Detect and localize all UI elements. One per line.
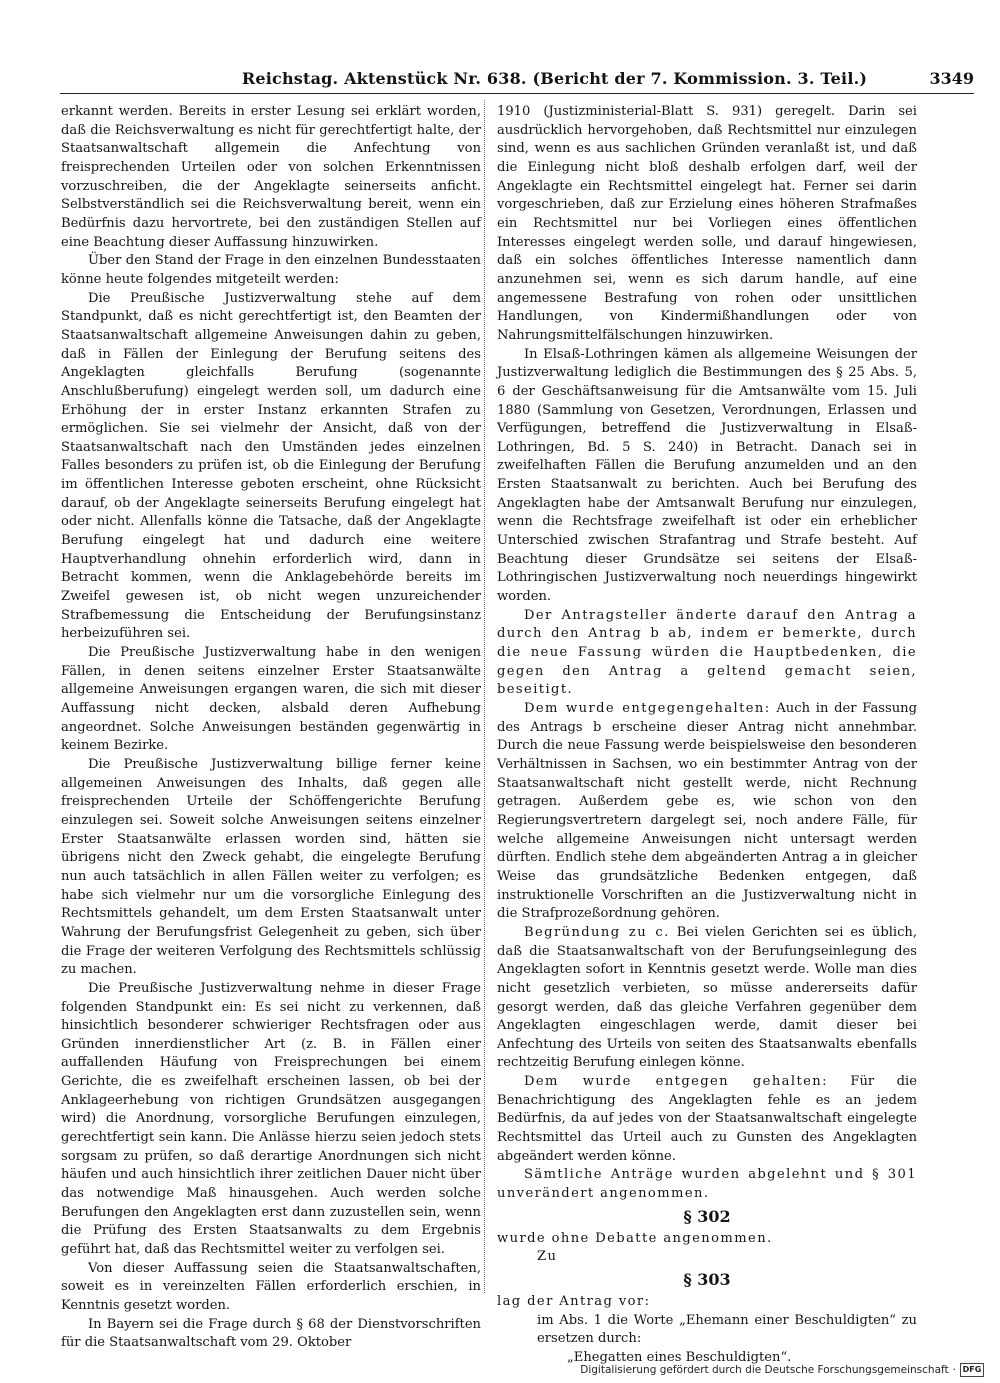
page-header xyxy=(195,58,974,88)
paragraph xyxy=(61,1260,481,1316)
paragraph-text: 1910 (Justizministerial-Blatt S. 931) geregelt. Darin sei ausdrücklich hervorgehoben, daß Rechtsmittel nur einzulegen sind, wenn es aus sachlichen Gründen veranlaßt ist, und daß die Einlegung nicht bloß deshalb erfolgen darf, weil der Angeklagte ein Rechtsmittel eingelegt hat. Ferner sei darin vorgeschrieben, daß zur Erzielung eines höheren Strafmaßes ein Rechtsmittel nur bei Vorliegen eines öffentlichen Interesses eingelegt werden solle, und darauf hingewiesen, daß ein solches öffentliches Interesse namentlich dann anzunehmen sei, wenn es sich darum handle, auf eine angemessene Bestrafung von rohen oder unsittlichen Handlungen, von Kindermißhandlungen oder von Nahrungsmittelfälschungen hinzuwirken. xyxy=(497,104,917,343)
paragraph-text: In Elsaß-Lothringen kämen als allgemeine Weisungen der Justizverwaltung lediglich die Bestimmungen des § 25 Abs. 5, 6 der Geschäftsanweisung für die Amtsanwälte vom 15. Juli 1880 (Sammlung von Gesetzen, Verordnungen, Erlassen und Verfügungen, betreffend die Justizverwaltung in Elsaß-Lothringen, Bd. 5 S. 240) in Betracht. Danach sei in zweifelhaften Fällen die Berufung anzumelden und an den Ersten Staatsanwalt zu berichten. Auch bei Berufung des Angeklagten habe der Amtsanwalt Berufung nur einzulegen, wenn die Rechtsfrage zweifelhaft ist oder ein erheblicher Unterschied zwischen Strafantrag und Strafe besteht. Auf Beachtung dieser Grundsätze sei seitens der Elsaß-Lothringischen Justizverwaltung noch neuerdings hingewirkt worden. xyxy=(497,346,917,605)
paragraph xyxy=(61,1316,481,1353)
section-heading xyxy=(497,1204,917,1230)
paragraph xyxy=(61,290,481,644)
paragraph xyxy=(497,1073,917,1166)
footer-credit: Digitalisierung gefördert durch die Deutsche Forschungsgemeinschaft · DFG xyxy=(580,1363,984,1377)
header-rule xyxy=(60,93,974,94)
paragraph-lead: Begründung zu c. xyxy=(524,924,670,940)
paragraph xyxy=(497,103,917,346)
paragraph xyxy=(497,1293,917,1312)
paragraph-text: Von dieser Auffassung seien die Staatsanwaltschaften, soweit es in vereinzelten Fällen erforderlich erschien, in Kenntnis gesetzt worden. xyxy=(61,1260,481,1313)
right-column xyxy=(497,103,917,1368)
paragraph-text: Die Preußische Justizverwaltung billige ferner keine allgemeinen Anweisungen des Inhalts, daß gegen alle freisprechenden Urteile der Schöffengerichte Berufung einzulegen sei. Soweit solche Anweisungen seitens einzelner Erster Staatsanwälte erlassen worden sind, hätten sie übrigens nicht den Zweck gehabt, die eingelegte Berufung nun auch tatsächlich in allen Fällen weiter zu verfolgen; es habe sich vielmehr nur um die vorsorgliche Einlegung des Rechtsmittels gehandelt, um dem Ersten Staatsanwalt unter Wahrung der Berufungsfrist Gelegenheit zu geben, sich über die Frage der weiteren Verfolgung des Rechtsmittels schlüssig zu machen. xyxy=(61,756,481,978)
paragraph-text: wurde ohne Debatte angenommen. xyxy=(497,1230,773,1246)
paragraph-text: im Abs. 1 die Worte „Ehemann einer Beschuldigten“ zu ersetzen durch: xyxy=(537,1312,917,1347)
dfg-logo: DFG xyxy=(960,1363,984,1377)
paragraph-lead: Dem wurde entgegengehalten: xyxy=(524,701,771,716)
paragraph-text: Zu xyxy=(537,1249,558,1265)
page-number: 3349 xyxy=(929,69,974,88)
paragraph-lead: Dem wurde entgegen gehalten: xyxy=(524,1074,828,1090)
paragraph xyxy=(497,346,917,607)
paragraph-text: Die Preußische Justizverwaltung habe in den wenigen Fällen, in denen seitens einzelner Erster Staatsanwälte allgemeine Anweisungen ergangen waren, die sich mit dieser Auffassung nicht decken, alsbald deren Aufhebung angeordnet. Solche Anweisungen beständen gegenwärtig in keinem Bezirke. xyxy=(61,645,481,754)
paragraph xyxy=(61,103,481,252)
footer-text: Digitalisierung gefördert durch die Deutsche Forschungsgemeinschaft xyxy=(580,1364,949,1376)
paragraph-text: Bei vielen Gerichten sei es üblich, daß die Staatsanwaltschaft von der Berufungseinlegung des Angeklagten sofort in Kenntnis gesetzt werde. Wolle man dies nicht gesetzlich verbieten, so müsse andererseits dafür gesorgt werden, daß das gleiche Verfahren gegenüber dem Angeklagten eingeschlagen werde, damit dieser bei Anfechtung des Urteils von seiten des Staatsanwalts ebenfalls rechtzeitig Berufung einlegen könne. xyxy=(497,924,918,1071)
paragraph xyxy=(497,700,917,924)
paragraph-text: § 303 xyxy=(683,1270,731,1290)
paragraph-text: „Ehegatten eines Beschuldigten“. xyxy=(567,1350,792,1365)
left-column xyxy=(61,103,481,1353)
paragraph xyxy=(497,1248,917,1267)
paragraph-text: Der Antragsteller änderte darauf den Antrag a durch den Antrag b ab, indem er bemerkte, durch die neue Fassung würden die Hauptbedenken, die gegen den Antrag a geltend gemacht seien, beseitigt. xyxy=(497,607,917,698)
paragraph xyxy=(497,1230,917,1249)
section-heading xyxy=(497,1267,917,1293)
paragraph xyxy=(61,980,481,1260)
paragraph-text: lag der Antrag vor: xyxy=(497,1294,651,1310)
paragraph-text: Für die Benachrichtigung des Angeklagten fehle es an jedem Bedürfnis, da auf jedes von der Staatsanwaltschaft eingelegte Rechtsmittel das Urteil auch zu Gunsten des Angeklagten abgeändert werden könne. xyxy=(497,1074,917,1164)
paragraph-text: Die Preußische Justizverwaltung nehme in dieser Frage folgenden Standpunkt ein: Es sei nicht zu verkennen, daß hinsichtlich besonderer schwieriger Rechtsfragen oder aus Gründen innerdienstlicher Art (z. B. in Fällen einer auffallenden Häufung von Freisprechungen bei einem Gerichte, die es zweifelhaft erscheinen lassen, ob bei der Anklageerhebung von richtigen Grundsätzen ausgegangen wird) die Anordnung, vorsorgliche Berufungen einzulegen, gerechtfertigt sein kann. Die Anlässe hierzu seien jedoch stets sorgsam zu prüfen, so daß derartige Anordnungen sich nicht häufen und auch hinsichtlich ihrer zeitlichen Dauer nicht über das notwendige Maß hinausgehen. Auch werden solche Berufungen den Angeklagten erst dann zuzustellen sein, wenn die Prüfung des Ersten Staatsanwalts zu dem Ergebnis geführt hat, daß das Rechtsmittel weiter zu verfolgen sei. xyxy=(61,980,481,1258)
paragraph-text: Über den Stand der Frage in den einzelnen Bundesstaaten könne heute folgendes mitgeteilt werden: xyxy=(61,253,481,287)
paragraph xyxy=(497,607,917,700)
running-title: Reichstag. Aktenstück Nr. 638. (Bericht der 7. Kommission. 3. Teil.) xyxy=(241,69,868,88)
paragraph xyxy=(61,252,481,289)
paragraph-text: erkannt werden. Bereits in erster Lesung sei erklärt worden, daß die Reichsverwaltung es nicht für gerechtfertigt halte, der Staatsanwaltschaft allgemein die Anfechtung von freisprechenden Urteilen oder von solchen Erkenntnissen vorzuschreiben, die der Angeklagte seinerseits anficht. Selbstverständlich sei die Reichsverwaltung bereit, wenn ein Bedürfnis dazu hervortrete, bei den zuständigen Stellen auf eine Beachtung dieser Auffassung hinzuwirken. xyxy=(61,104,481,250)
paragraph-text: In Bayern sei die Frage durch § 68 der Dienstvorschriften für die Staatsanwaltschaft vom 29. Oktober xyxy=(61,1316,481,1351)
paragraph xyxy=(61,756,481,980)
column-divider xyxy=(484,100,485,1293)
paragraph xyxy=(61,644,481,756)
paragraph xyxy=(497,924,917,1073)
paragraph-text: Auch in der Fassung des Antrags b erscheine dieser Antrag nicht annehmbar. Durch die neue Fassung werde beispielsweise den besonderen Verhältnissen in Sachsen, wo ein bestimmter Antrag von der Staatsanwaltschaft nicht gestellt werde, nicht Rechnung getragen. Außerdem gebe es, wie schon von den Regierungsvertretern dargelegt sei, noch andere Fälle, für welche allgemeine Anweisungen nicht untersagt werden dürften. Endlich stehe dem abgeänderten Antrag a in gleicher Weise das grundsätzliche Bedenken entgegen, daß instruktionelle Vorschriften an die Justizverwaltung nicht in die Strafprozeßordnung gehören. xyxy=(497,701,917,922)
paragraph xyxy=(497,1166,917,1203)
paragraph-text: § 302 xyxy=(683,1206,731,1226)
paragraph-text: Sämtliche Anträge wurden abgelehnt und § 301 unverändert angenommen. xyxy=(497,1167,917,1202)
paragraph-text: Die Preußische Justizverwaltung stehe auf dem Standpunkt, daß es nicht gerechtfertigt ist, den Beamten der Staatsanwaltschaft allgemeine Anweisungen dahin zu geben, daß in Fällen der Einlegung der Berufung seitens des Angeklagten gleichfalls Berufung (sogenannte Anschlußberufung) eingelegt werden soll, um dadurch eine Erhöhung der in erster Instanz erkannten Strafen zu ermöglichen. Sie sei vielmehr der Ansicht, daß von der Staatsanwaltschaft nach den Umständen jedes einzelnen Falles besonders zu prüfen ist, ob die Einlegung der Berufung im öffentlichen Interesse geboten erscheint, ohne Rücksicht darauf, ob der Angeklagte seinerseits Berufung eingelegt hat oder nicht. Allenfalls könne die Tatsache, daß der Angeklagte Berufung eingelegt hat und dadurch eine weitere Hauptverhandlung ohnehin erforderlich wird, dann in Betracht kommen, wenn die Anklagebehörde bereits im Zweifel gewesen ist, ob nicht wegen unzureichender Strafbemessung die Entscheidung der Berufungsinstanz herbeizuführen sei. xyxy=(61,290,481,642)
paragraph xyxy=(497,1312,917,1349)
